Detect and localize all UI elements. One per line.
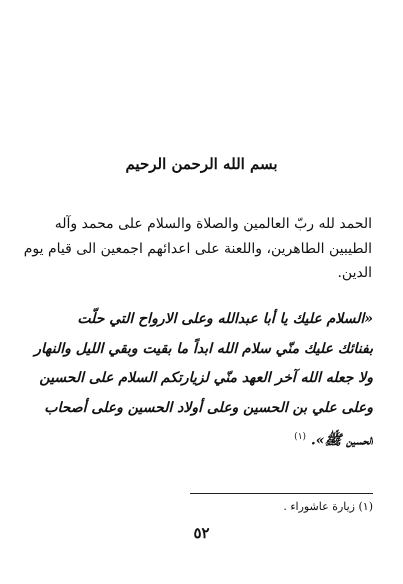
- ziyara-line: «السلام عليك يا أبا عبد‌الله وعلى الارواح التي حلّت: [77, 311, 373, 327]
- intro-paragraph: [23, 212, 372, 286]
- ziyara-line: ولا جعله الله آخر العهد منّي لزيارتكم السلام على الحسين: [39, 370, 373, 386]
- ziyara-line: الحسين ﷺ».: [310, 432, 373, 449]
- ziyara-line: بفنائك عليك منّي سلام الله ابداً ما بقيت وبقي الليل والنهار: [34, 340, 373, 357]
- ziyara-line: وعلى علي بن الحسين وعلى أولاد الحسين وعلى أصحاب: [44, 399, 373, 416]
- intro-line: الطيبين الطاهرين، واللعنة على اعدائهم اجمعين الى قيام يوم: [23, 240, 372, 257]
- footnote-reference: (١): [294, 432, 307, 442]
- intro-line: الدين.: [337, 265, 372, 281]
- ziyara-last-line: [30, 423, 373, 456]
- footnote-text: (١) زيارة عاشوراء .: [283, 500, 373, 513]
- footnote-divider: [190, 493, 373, 494]
- ziyara-quote: [30, 305, 373, 456]
- intro-line: الحمد لله ربّ العالمين والصلاة والسلام على محمد وآله: [54, 216, 372, 232]
- basmala-heading: بسم الله الرحمن الرحيم: [125, 155, 278, 173]
- page-number: ٥٢: [193, 524, 210, 542]
